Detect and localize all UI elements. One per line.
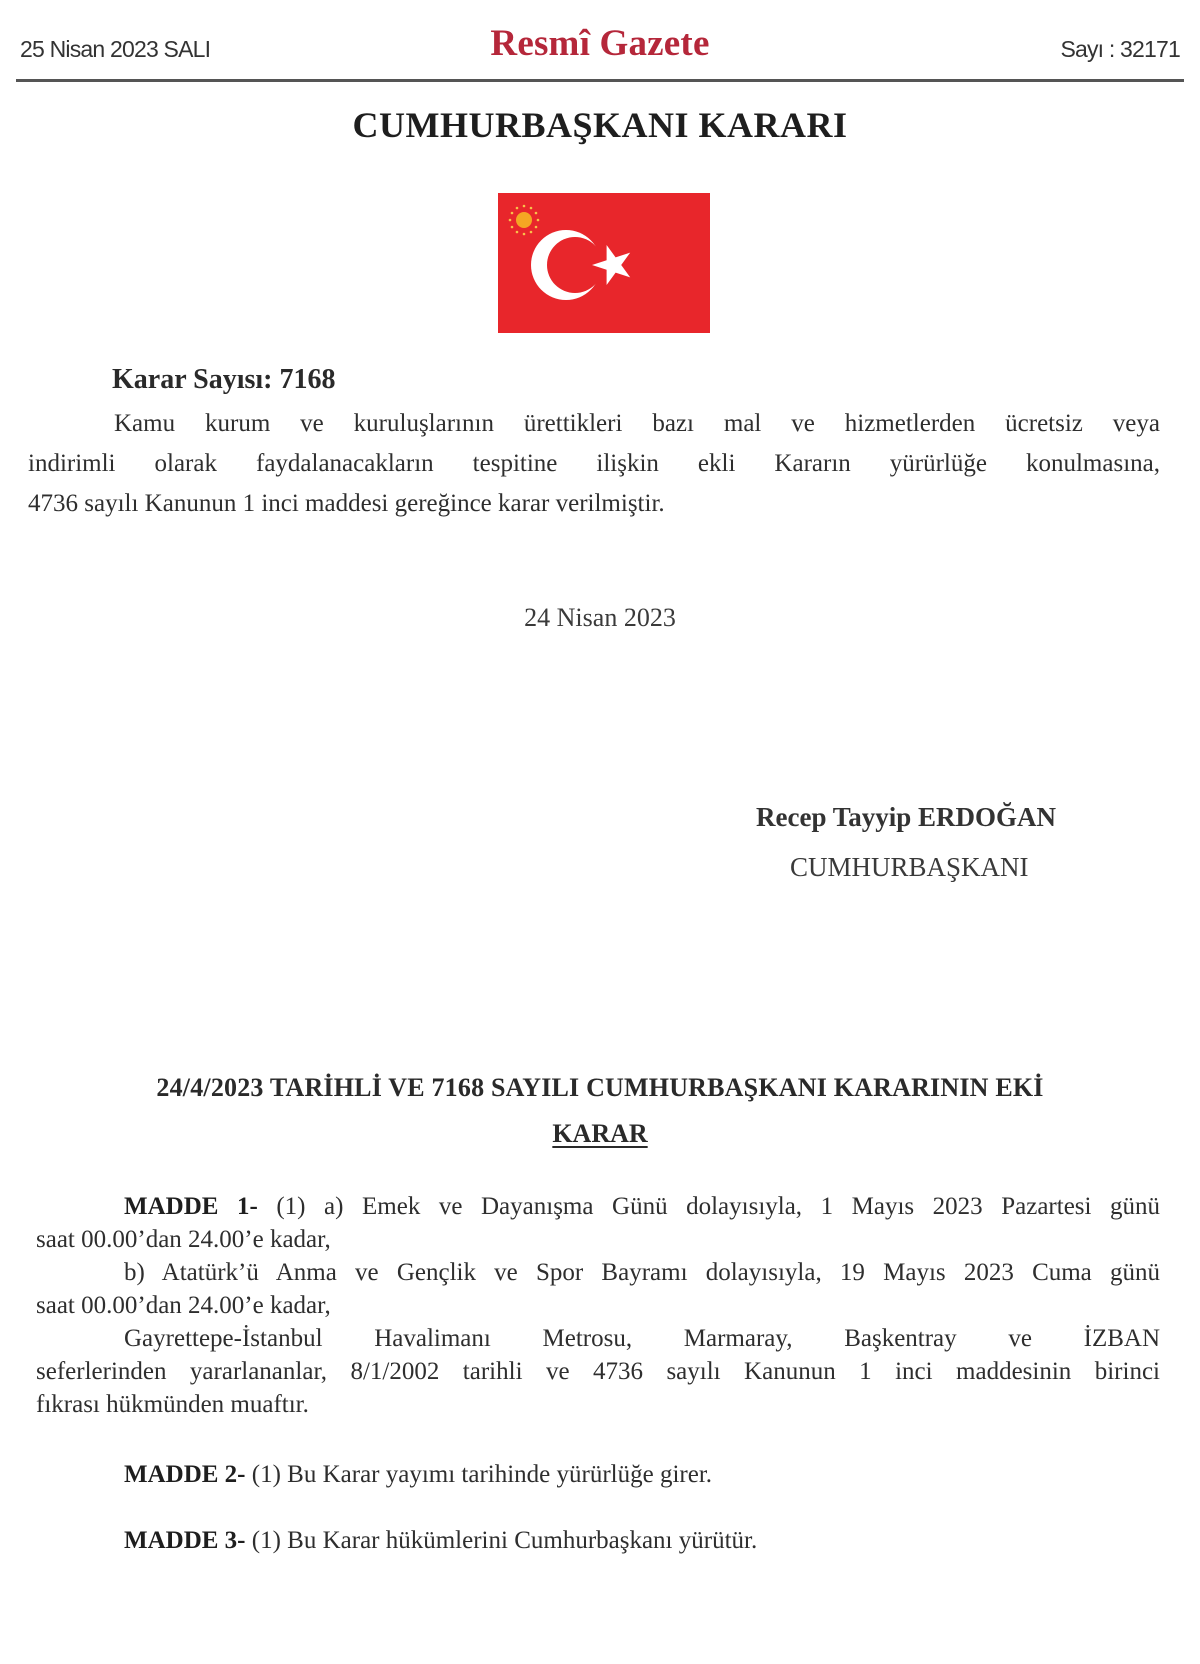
signatory-name: Recep Tayyip ERDOĞAN: [756, 802, 1057, 832]
article-line: saat 00.00’dan 24.00’e kadar,: [36, 1226, 331, 1253]
turkish-flag-icon: [498, 193, 710, 333]
decision-number: Karar Sayısı: 7168: [112, 364, 336, 395]
article-line: seferlerinden yararlananlar, 8/1/2002 tarihli ve 4736 sayılı Kanunun 1 inci maddesinin birinci: [36, 1358, 1160, 1385]
article-label: MADDE 3-: [124, 1527, 246, 1554]
paragraph-line: indirimli olarak faydalanacakların tespitine ilişkin ekli Kararın yürürlüğe konulmasına,: [28, 450, 1160, 477]
annex-subheading: [0, 1119, 1200, 1149]
article-line: MADDE 3- (1) Bu Karar hükümlerini Cumhurbaşkanı yürütür.: [124, 1527, 758, 1554]
annex-heading: 24/4/2023 TARİHLİ VE 7168 SAYILI CUMHURBAŞKANI KARARININ EKİ: [156, 1073, 1044, 1102]
article-2: [36, 1458, 1160, 1491]
article-line: b) Atatürk’ü Anma ve Gençlik ve Spor Bayramı dolayısıyla, 19 Mayıs 2023 Cuma günü: [124, 1259, 1160, 1286]
article-3: [36, 1524, 1160, 1557]
article-line: MADDE 2- (1) Bu Karar yayımı tarihinde yürürlüğe girer.: [124, 1461, 713, 1488]
article-line: saat 00.00’dan 24.00’e kadar,: [36, 1292, 331, 1319]
article-label: MADDE 2-: [124, 1461, 246, 1488]
decision-date: 24 Nisan 2023: [524, 603, 676, 632]
header-divider: [16, 79, 1184, 82]
paragraph-line: 4736 sayılı Kanunun 1 inci maddesi gereğince karar verilmiştir.: [28, 490, 665, 517]
paragraph-line: Kamu kurum ve kuruluşlarının ürettikleri bazı mal ve hizmetlerden ücretsiz veya: [114, 410, 1160, 437]
article-label: MADDE 1-: [124, 1193, 258, 1220]
gazette-issue-number: Sayı : 32171: [1060, 36, 1180, 62]
article-1: [36, 1190, 1160, 1421]
document-title: CUMHURBAŞKANI KARARI: [352, 105, 848, 145]
article-line: fıkrası hükmünden muaftır.: [36, 1391, 309, 1418]
annex-subheading-text: KARAR: [552, 1119, 648, 1148]
signatory-title: CUMHURBAŞKANI: [790, 852, 1029, 882]
article-line: Gayrettepe-İstanbul Havalimanı Metrosu, Marmaray, Başkentray ve İZBAN: [124, 1325, 1160, 1352]
article-line: MADDE 1- (1) a) Emek ve Dayanışma Günü dolayısıyla, 1 Mayıs 2023 Pazartesi günü: [124, 1193, 1161, 1220]
gazette-date: 25 Nisan 2023 SALI: [20, 36, 211, 62]
decision-intro-paragraph: [28, 404, 1160, 524]
gazette-masthead: Resmî Gazete: [490, 23, 710, 64]
